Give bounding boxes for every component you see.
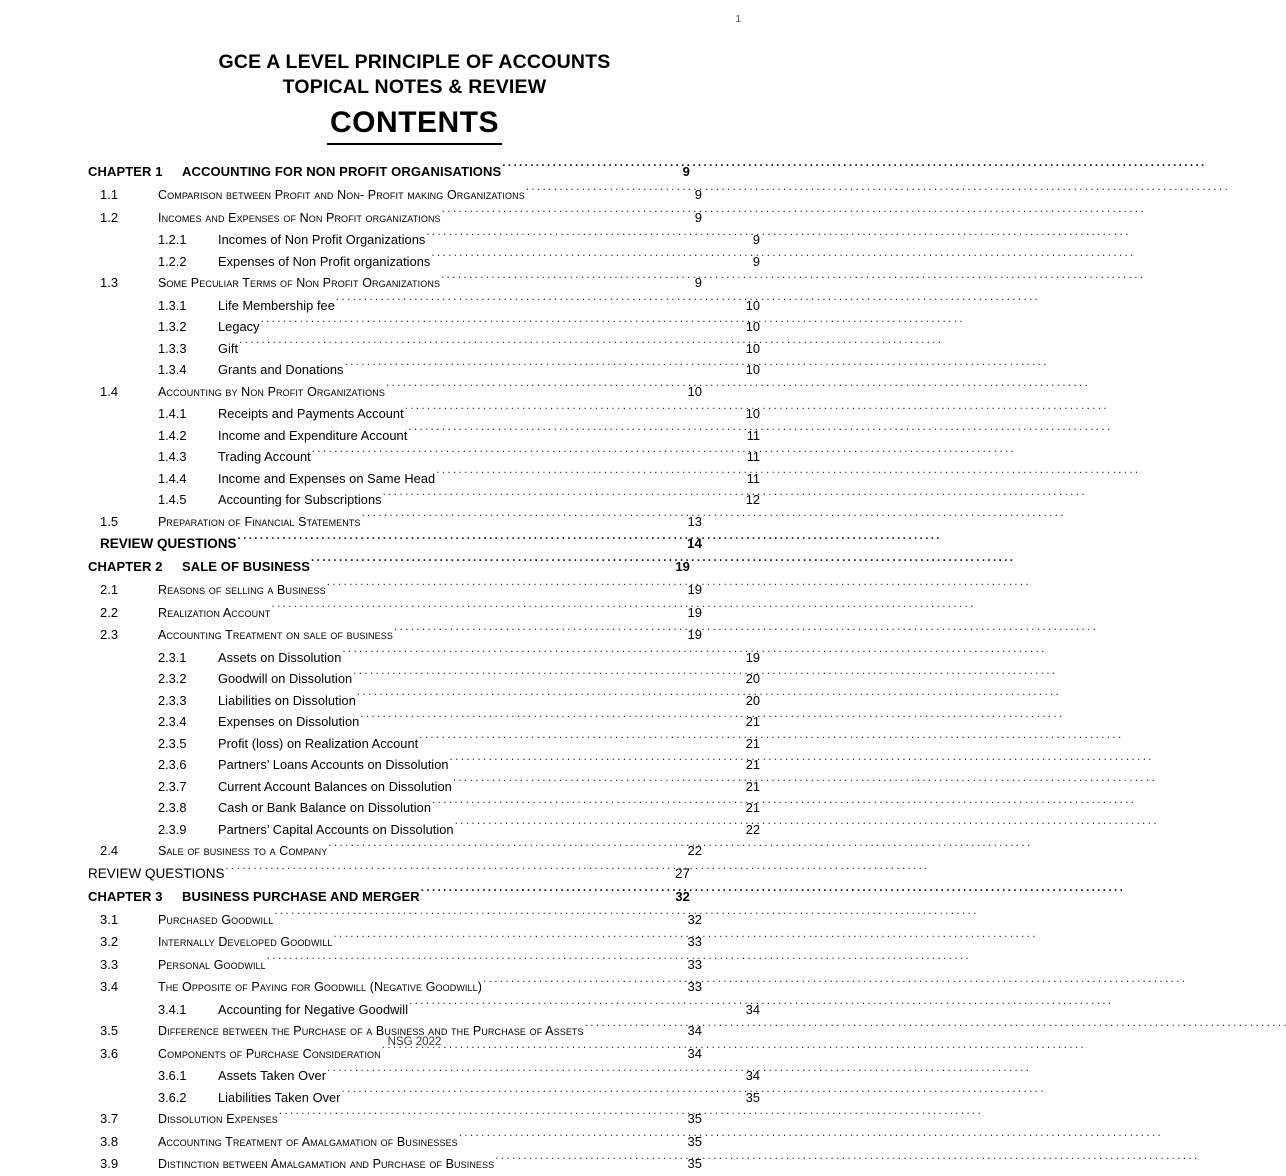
page-footer: NSG 2022 xyxy=(387,1036,442,1048)
toc-entry-page: 10 xyxy=(745,406,760,421)
toc-entry-label: Life Membership fee xyxy=(218,297,335,313)
toc-entry-number: 3.6 xyxy=(100,1045,119,1061)
toc-entry-page: 21 xyxy=(745,778,760,794)
toc-entry-page: 14 xyxy=(686,536,702,551)
toc-dot-leader xyxy=(502,163,673,176)
title-block xyxy=(0,50,829,145)
toc-entry-page: 22 xyxy=(745,821,760,837)
toc-entry-page: 19 xyxy=(687,582,702,597)
toc-entry-label: Accounting for Subscriptions xyxy=(218,492,382,507)
toc-entry-number: 1.5 xyxy=(100,513,119,529)
toc-entry-number: CHAPTER 2 xyxy=(88,559,163,574)
toc-entry-page: 35 xyxy=(687,1133,702,1149)
toc-entry-number: 2.3.3 xyxy=(158,692,187,708)
contents-heading: CONTENTS xyxy=(327,104,502,145)
toc-entry-page: 13 xyxy=(687,513,702,529)
toc-entry-page: 33 xyxy=(687,979,702,994)
toc-dot-leader xyxy=(419,735,743,748)
toc-entry-number: 2.3 xyxy=(100,627,119,642)
toc-dot-leader xyxy=(327,1067,743,1080)
toc-entry-number: 2.2 xyxy=(100,604,119,620)
toc-entry-number: 1.2.2 xyxy=(158,253,187,269)
toc-entry-page: 35 xyxy=(687,1111,702,1126)
toc-entry-label: Receipts and Payments Account xyxy=(218,406,404,421)
toc-entry-page: 21 xyxy=(745,714,760,729)
toc-entry-label: Preparation of Financial Statements xyxy=(158,514,361,529)
toc-entry-number: 1.2.1 xyxy=(158,232,187,247)
toc-dot-leader xyxy=(336,297,743,310)
toc-entry-number: 2.3.7 xyxy=(158,778,187,794)
toc-dot-leader xyxy=(360,713,743,726)
toc-entry-label: Legacy xyxy=(218,319,260,334)
toc-dot-leader xyxy=(312,448,743,461)
toc-entry-page: 19 xyxy=(687,604,702,620)
toc-entry-label: ACCOUNTING FOR NON PROFIT ORGANISATIONS xyxy=(182,164,502,179)
toc-entry-label: Grants and Donations xyxy=(218,362,344,377)
toc-dot-leader xyxy=(436,470,743,483)
toc-entry-number: CHAPTER 1 xyxy=(88,164,163,179)
toc-entry-label: Assets Taken Over xyxy=(218,1068,327,1083)
toc-entry-page: 22 xyxy=(687,843,702,858)
toc-entry-page: 34 xyxy=(687,1045,702,1061)
toc-entry-page: 10 xyxy=(687,383,702,399)
toc-entry-page: 9 xyxy=(752,253,760,269)
toc-entry-number: 2.4 xyxy=(100,843,119,858)
toc-dot-leader xyxy=(327,582,685,595)
toc-entry-number: 3.5 xyxy=(100,1023,119,1038)
toc-entry-label: Purchased Goodwill xyxy=(158,912,274,927)
toc-entry-label: Reasons of selling a Business xyxy=(158,583,326,597)
toc-entry-page: 33 xyxy=(687,956,702,972)
toc-entry-label: Incomes and Expenses of Non Profit organizations xyxy=(158,210,441,225)
toc-dot-leader xyxy=(357,692,743,705)
toc-entry-label: Realization Account xyxy=(158,605,271,620)
toc-entry-page: 9 xyxy=(694,275,702,290)
toc-entry-label: Personal Goodwill xyxy=(158,957,266,972)
toc-dot-leader xyxy=(333,934,685,947)
toc-dot-leader xyxy=(342,649,743,662)
toc-entry-number: 2.3.9 xyxy=(158,821,187,837)
toc-dot-leader xyxy=(483,979,685,992)
toc-dot-leader xyxy=(408,427,743,440)
toc-dot-leader xyxy=(459,1133,685,1146)
toc-entry-label: Partners’ Loans Accounts on Dissolution xyxy=(218,757,449,772)
toc-entry-page: 34 xyxy=(745,1068,760,1083)
toc-entry-label: Difference between the Purchase of a Business and the Purchase of Assets xyxy=(158,1024,584,1038)
toc-entry-number: 1.3.3 xyxy=(158,340,187,356)
toc-entry-number: 3.4.1 xyxy=(158,1001,187,1017)
toc-entry-number: 3.8 xyxy=(100,1133,119,1149)
toc-dot-leader xyxy=(362,513,685,526)
toc-entry-page: 35 xyxy=(687,1156,702,1171)
toc-entry-number: 3.3 xyxy=(100,956,119,972)
toc-dot-leader xyxy=(386,383,685,396)
table-of-contents xyxy=(0,160,829,1176)
toc-dot-leader xyxy=(450,756,743,769)
toc-entry-page: 21 xyxy=(745,735,760,751)
toc-dot-leader xyxy=(441,275,685,288)
toc-dot-leader xyxy=(432,799,743,812)
toc-entry-label: Some Peculiar Terms of Non Profit Organizations xyxy=(158,276,441,290)
toc-entry-label: Accounting by Non Profit Organizations xyxy=(158,384,385,399)
toc-entry-label: Income and Expenses on Same Head xyxy=(218,470,436,486)
toc-entry-page: 11 xyxy=(746,449,760,464)
toc-entry-page: 27 xyxy=(674,865,690,881)
toc-entry-label: Sale of business to a Company xyxy=(158,844,328,858)
toc-dot-leader xyxy=(426,231,743,244)
toc-entry-label: Partners’ Capital Accounts on Dissolution xyxy=(218,821,454,837)
toc-entry-label: BUSINESS PURCHASE AND MERGER xyxy=(182,888,420,904)
toc-entry-label: Distinction between Amalgamation and Purchase of Business xyxy=(158,1157,495,1171)
toc-entry-page: 11 xyxy=(746,470,760,486)
toc-entry-label: Incomes of Non Profit Organizations xyxy=(218,232,426,247)
toc-dot-leader xyxy=(585,1023,685,1036)
toc-entry-label: Goodwill on Dissolution xyxy=(218,671,353,686)
toc-entry-page: 12 xyxy=(745,492,760,507)
toc-dot-leader xyxy=(442,209,685,222)
toc-entry-number: 1.3.1 xyxy=(158,297,187,313)
toc-dot-leader xyxy=(453,778,743,791)
toc-dot-leader xyxy=(274,911,685,924)
toc-entry-label: Expenses of Non Profit organizations xyxy=(218,253,431,269)
toc-entry-page: 32 xyxy=(687,911,702,927)
toc-entry-label: Comparison between Profit and Non- Profit making Organizations xyxy=(158,188,525,202)
toc-dot-leader xyxy=(431,253,743,266)
toc-entry-label: Cash or Bank Balance on Dissolution xyxy=(218,800,432,815)
toc-entry-number: 1.4.5 xyxy=(158,492,187,507)
toc-entry-page: 20 xyxy=(745,692,760,708)
toc-dot-leader xyxy=(279,1111,685,1124)
toc-entry-number: 3.7 xyxy=(100,1111,119,1126)
toc-entry-number: 1.4 xyxy=(100,383,119,399)
toc-entry-page: 19 xyxy=(675,559,690,574)
document-title-line-1: GCE A LEVEL PRINCIPLE OF ACCOUNTS xyxy=(218,51,611,73)
toc-dot-leader xyxy=(267,956,685,969)
toc-entry-label: Accounting Treatment on sale of business xyxy=(158,628,393,642)
toc-entry-label: Current Account Balances on Dissolution xyxy=(218,778,452,794)
toc-dot-leader xyxy=(328,843,685,856)
toc-entry-page: 35 xyxy=(745,1089,760,1105)
toc-entry-label: The Opposite of Paying for Goodwill (Negative Goodwill) xyxy=(158,980,483,994)
toc-entry-number: 2.3.4 xyxy=(158,714,187,729)
toc-entry-label: Assets on Dissolution xyxy=(218,649,342,665)
toc-entry-number: 2.3.6 xyxy=(158,757,187,772)
page-number: 1 xyxy=(735,14,741,25)
toc-entry-page: 19 xyxy=(687,627,702,642)
toc-entry-number: 2.1 xyxy=(100,582,119,597)
toc-entry-label: Accounting Treatment of Amalgamation of Businesses xyxy=(158,1134,458,1149)
toc-entry-page: 20 xyxy=(745,671,760,686)
toc-entry-page: 9 xyxy=(682,164,690,179)
toc-entry-page: 11 xyxy=(746,427,760,443)
toc-entry-label: Accounting for Negative Goodwill xyxy=(218,1001,409,1017)
toc-entry-number: 1.3 xyxy=(100,275,119,290)
toc-dot-leader xyxy=(345,361,744,374)
toc-entry-number: 1.4.2 xyxy=(158,427,187,443)
toc-entry-label: REVIEW QUESTIONS xyxy=(88,865,225,881)
toc-dot-leader xyxy=(405,405,743,418)
toc-entry-number: 3.2 xyxy=(100,934,119,949)
toc-entry-label: Income and Expenditure Account xyxy=(218,427,408,443)
toc-entry-page: 9 xyxy=(752,232,760,247)
toc-entry-page: 19 xyxy=(745,649,760,665)
toc-dot-leader xyxy=(239,340,743,353)
toc-dot-leader xyxy=(342,1089,744,1102)
toc-entry[interactable] xyxy=(88,1153,702,1176)
toc-entry-page: 10 xyxy=(745,297,760,313)
toc-entry-number: 1.1 xyxy=(100,187,119,202)
toc-dot-leader xyxy=(421,888,673,901)
toc-entry-page: 10 xyxy=(745,362,760,377)
toc-entry-number: 1.4.3 xyxy=(158,449,187,464)
toc-entry-page: 10 xyxy=(745,319,760,334)
toc-entry-number: 1.3.2 xyxy=(158,319,187,334)
toc-dot-leader xyxy=(495,1156,685,1169)
toc-entry-page: 9 xyxy=(694,187,702,202)
toc-entry-page: 33 xyxy=(687,934,702,949)
toc-entry-page: 10 xyxy=(745,340,760,356)
document-title-line-2: TOPICAL NOTES & REVIEW xyxy=(282,76,547,98)
toc-entry-label: Liabilities on Dissolution xyxy=(218,692,356,708)
toc-entry-label: Profit (loss) on Realization Account xyxy=(218,735,419,751)
toc-entry-number: 1.2 xyxy=(100,209,119,225)
toc-entry-number: 1.3.4 xyxy=(158,362,187,377)
toc-entry-number: 2.3.1 xyxy=(158,649,187,665)
toc-dot-leader xyxy=(311,558,673,571)
toc-entry-number: 3.9 xyxy=(100,1156,119,1171)
toc-entry-label: Dissolution Expenses xyxy=(158,1112,278,1126)
toc-entry-label: Components of Purchase Consideration xyxy=(158,1046,381,1061)
toc-entry-label: REVIEW QUESTIONS xyxy=(100,536,237,551)
toc-entry-page: 21 xyxy=(745,757,760,772)
toc-entry-number: 3.4 xyxy=(100,979,119,994)
toc-entry-number: 3.6.2 xyxy=(158,1089,187,1105)
toc-entry-label: Gift xyxy=(218,340,239,356)
toc-entry-label: Trading Account xyxy=(218,449,311,464)
toc-dot-leader xyxy=(394,627,685,640)
toc-entry-label: Liabilities Taken Over xyxy=(218,1089,341,1105)
toc-entry-number: 1.4.4 xyxy=(158,470,187,486)
toc-entry-page: 34 xyxy=(687,1023,702,1038)
toc-dot-leader xyxy=(271,604,685,617)
toc-entry-number: 2.3.5 xyxy=(158,735,187,751)
toc-dot-leader xyxy=(353,670,743,683)
toc-entry-number: 2.3.8 xyxy=(158,800,187,815)
toc-entry-page: 9 xyxy=(694,209,702,225)
toc-dot-leader xyxy=(526,187,685,200)
toc-dot-leader xyxy=(261,318,743,331)
toc-entry-number: 3.6.1 xyxy=(158,1068,187,1083)
toc-entry-number: CHAPTER 3 xyxy=(88,888,163,904)
toc-entry-label: Expenses on Dissolution xyxy=(218,714,360,729)
toc-entry-page: 34 xyxy=(745,1001,760,1017)
toc-entry-number: 2.3.2 xyxy=(158,671,187,686)
toc-entry-label: SALE OF BUSINESS xyxy=(182,559,311,574)
toc-entry-label: Internally Developed Goodwill xyxy=(158,935,333,949)
toc-entry-page: 21 xyxy=(745,800,760,815)
toc-entry-page: 32 xyxy=(675,888,690,904)
toc-dot-leader xyxy=(383,491,743,504)
toc-dot-leader xyxy=(455,821,743,834)
toc-dot-leader xyxy=(409,1001,743,1014)
toc-entry-number: 1.4.1 xyxy=(158,406,187,421)
toc-entry-number: 3.1 xyxy=(100,911,119,927)
